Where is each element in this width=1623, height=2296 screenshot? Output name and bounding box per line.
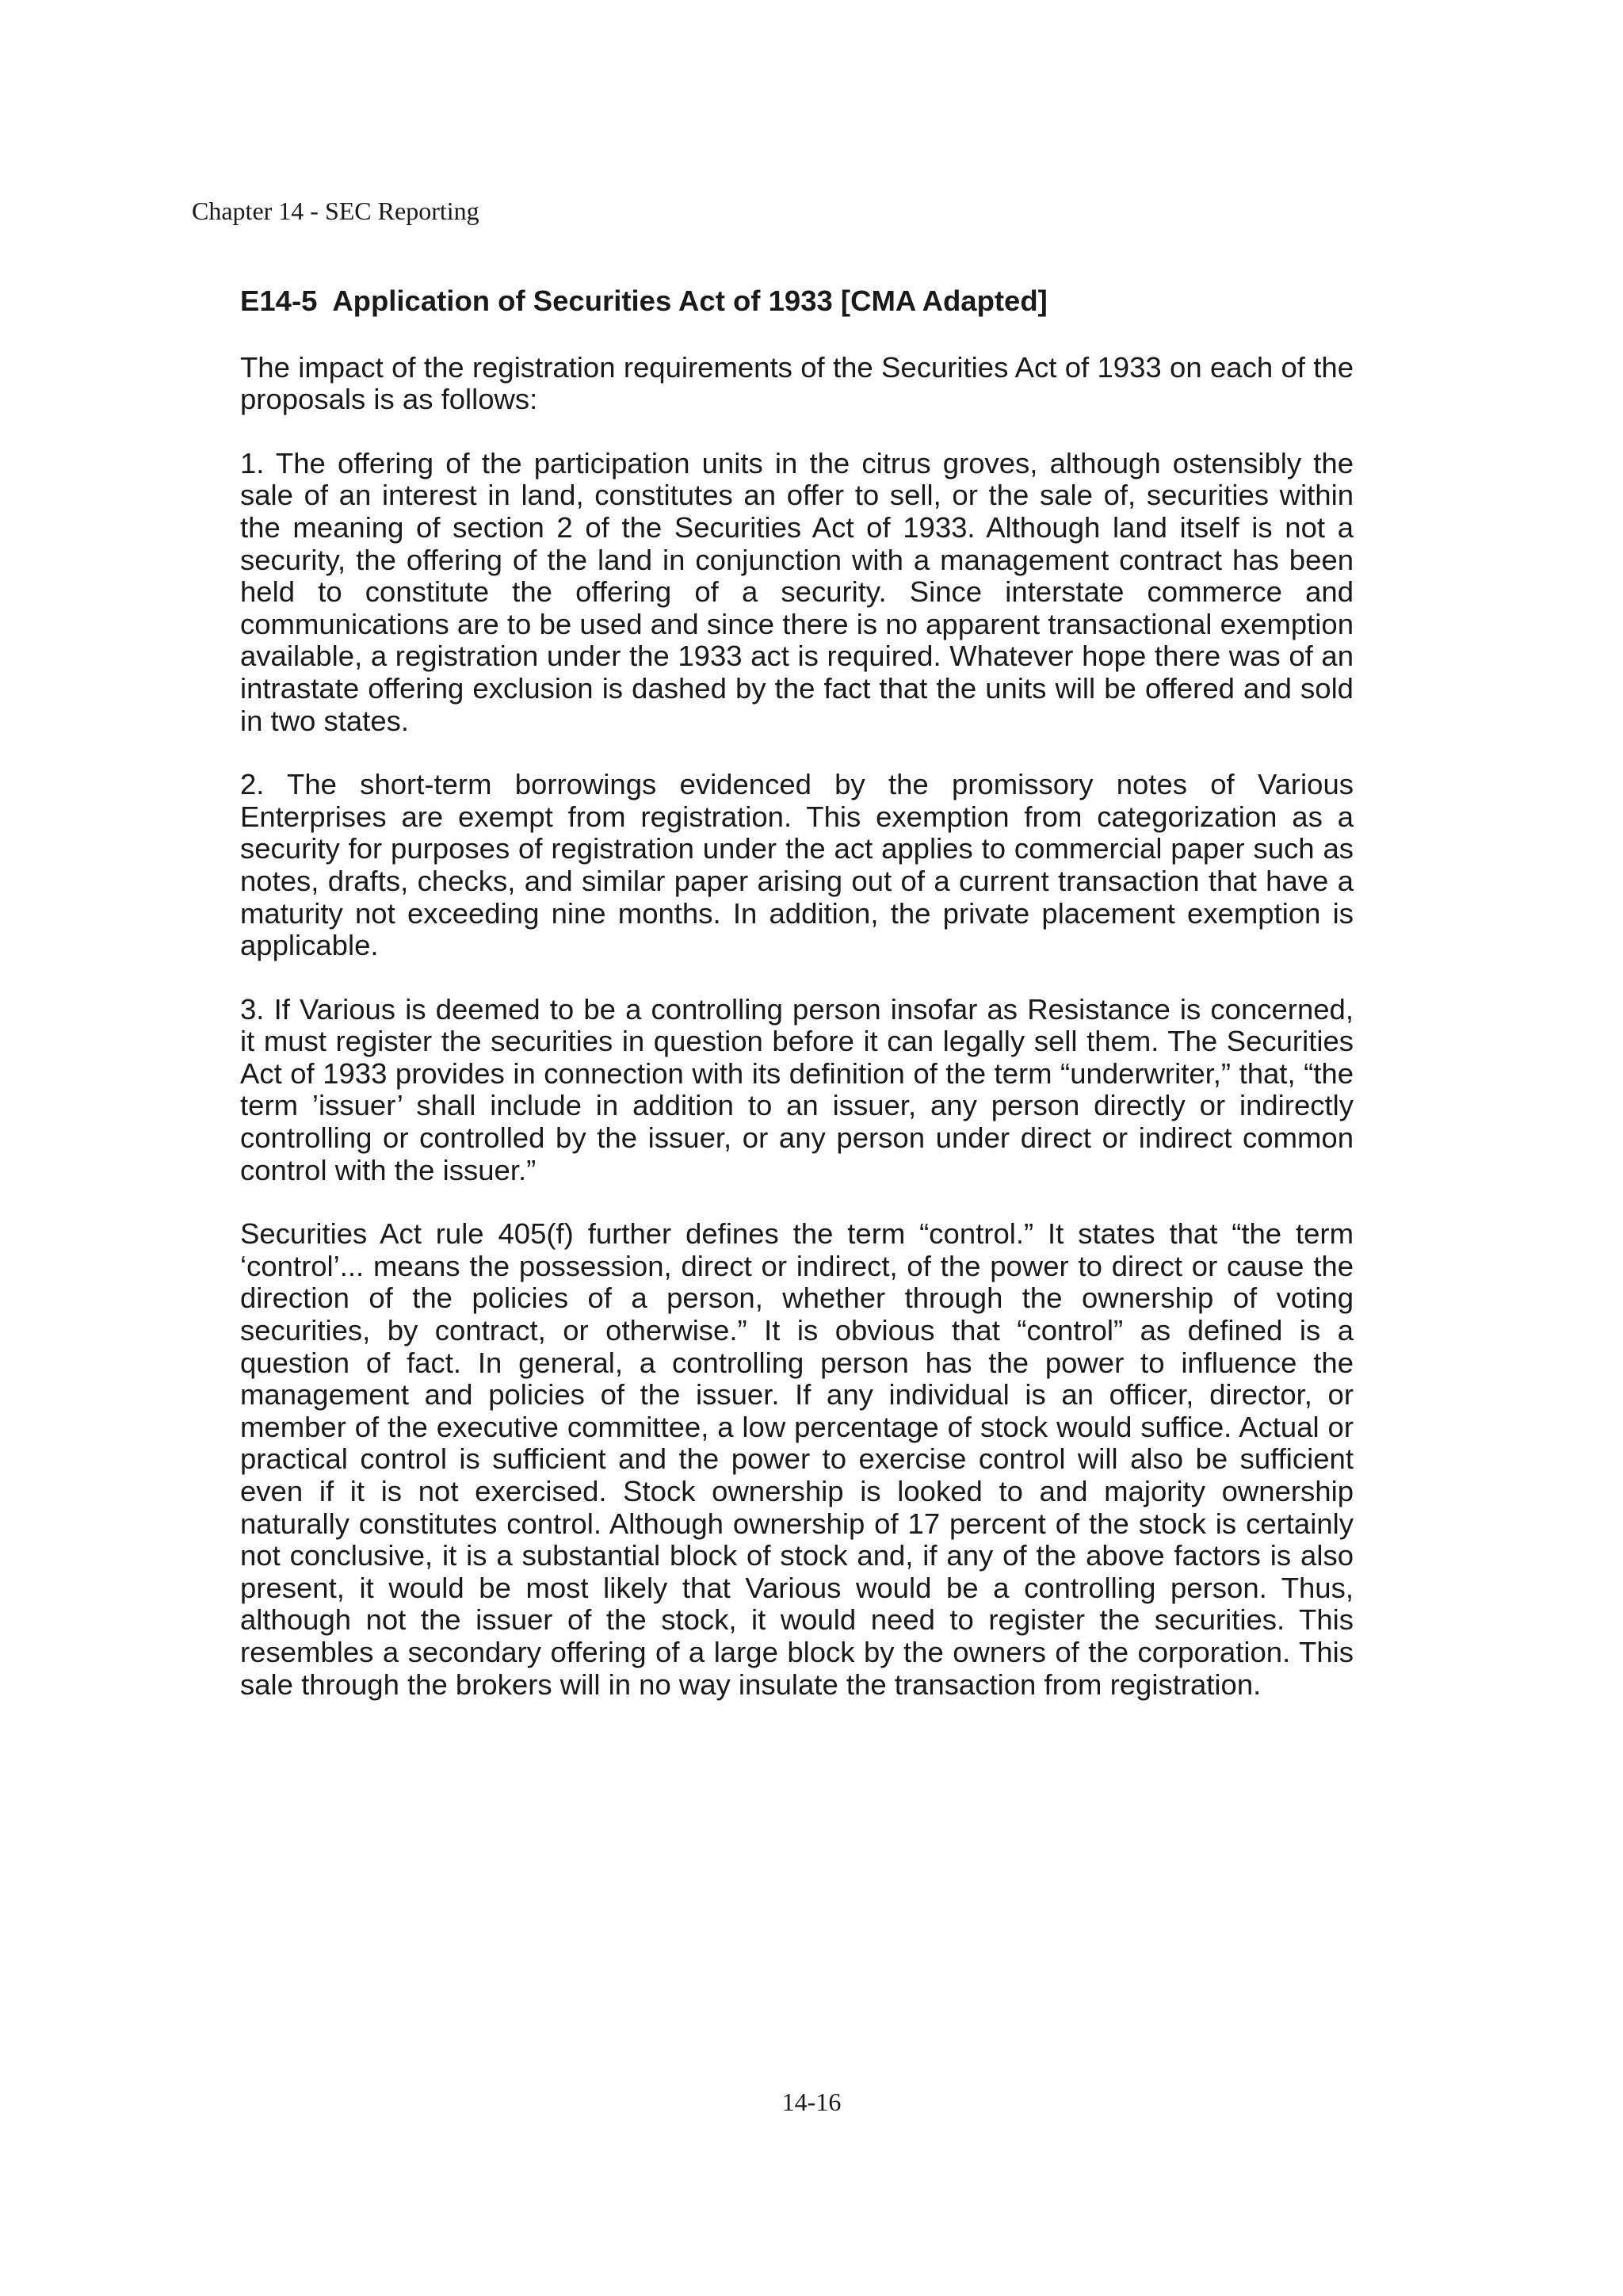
control-definition-paragraph: Securities Act rule 405(f) further defines the term “control.” It states that “the term ‘control’... means the possession, direct or indirect, of the power to direct or cause the direction of the policies of a person, whether through the ownership of voting securities, by contract, or otherwise.” It is obvious that “control” as defined is a question of fact. In general, a controlling person has the power to influence the management and policies of the issuer. If any individual is an officer, director, or member of the executive committee, a low percentage of stock would suffice. Actual or practical control is sufficient and the power to exercise control will also be sufficient even if it is not exercised. Stock ownership is looked to and majority ownership naturally constitutes control. Although ownership of 17 percent of the stock is certainly not conclusive, it is a substantial block of stock and, if any of the above factors is also present, it would be most likely that Various would be a controlling person. Thus, although not the issuer of the stock, it would need to register the securities. This resembles a secondary offering of a large block by the owners of the corporation. This sale through the brokers will in no way insulate the transaction from registration. — [240, 1217, 1354, 1701]
intro-paragraph: The impact of the registration requirements of the Securities Act of 1933 on each of the proposals is as follows: — [240, 350, 1354, 416]
page-number: 14-16 — [781, 2088, 842, 2116]
main-content — [240, 285, 1354, 1733]
running-header: Chapter 14 - SEC Reporting — [192, 197, 479, 225]
proposal-2-paragraph: 2. The short-term borrowings evidenced by the promissory notes of Various Enterprises are exempt from registration. This exemption from categorization as a security for purposes of registration under the act applies to commercial paper such as notes, drafts, checks, and similar paper arising out of a current transaction that have a maturity not exceeding nine months. In addition, the private placement exemption is applicable. — [240, 768, 1354, 962]
exercise-title: E14-5 Application of Securities Act of 1933 [CMA Adapted] — [240, 285, 1048, 317]
proposal-3-paragraph: 3. If Various is deemed to be a controlling person insofar as Resistance is concerned, it must register the securities in question before it can legally sell them. The Securities Act of 1933 provides in connection with its definition of the term “underwriter,” that, “the term ’issuer’ shall include in addition to an issuer, any person directly or indirectly controlling or controlled by the issuer, or any person under direct or indirect common control with the issuer.” — [240, 992, 1354, 1186]
proposal-1-paragraph: 1. The offering of the participation units in the citrus groves, although ostensibly the sale of an interest in land, constitutes an offer to sell, or the sale of, securities within the meaning of section 2 of the Securities Act of 1933. Although land itself is not a security, the offering of the land in conjunction with a management contract has been held to constitute the offering of a security. Since interstate commerce and communications are to be used and since there is no apparent transactional exemption available, a registration under the 1933 act is required. Whatever hope there was of an intrastate offering exclusion is dashed by the fact that the units will be offered and sold in two states. — [240, 446, 1354, 737]
